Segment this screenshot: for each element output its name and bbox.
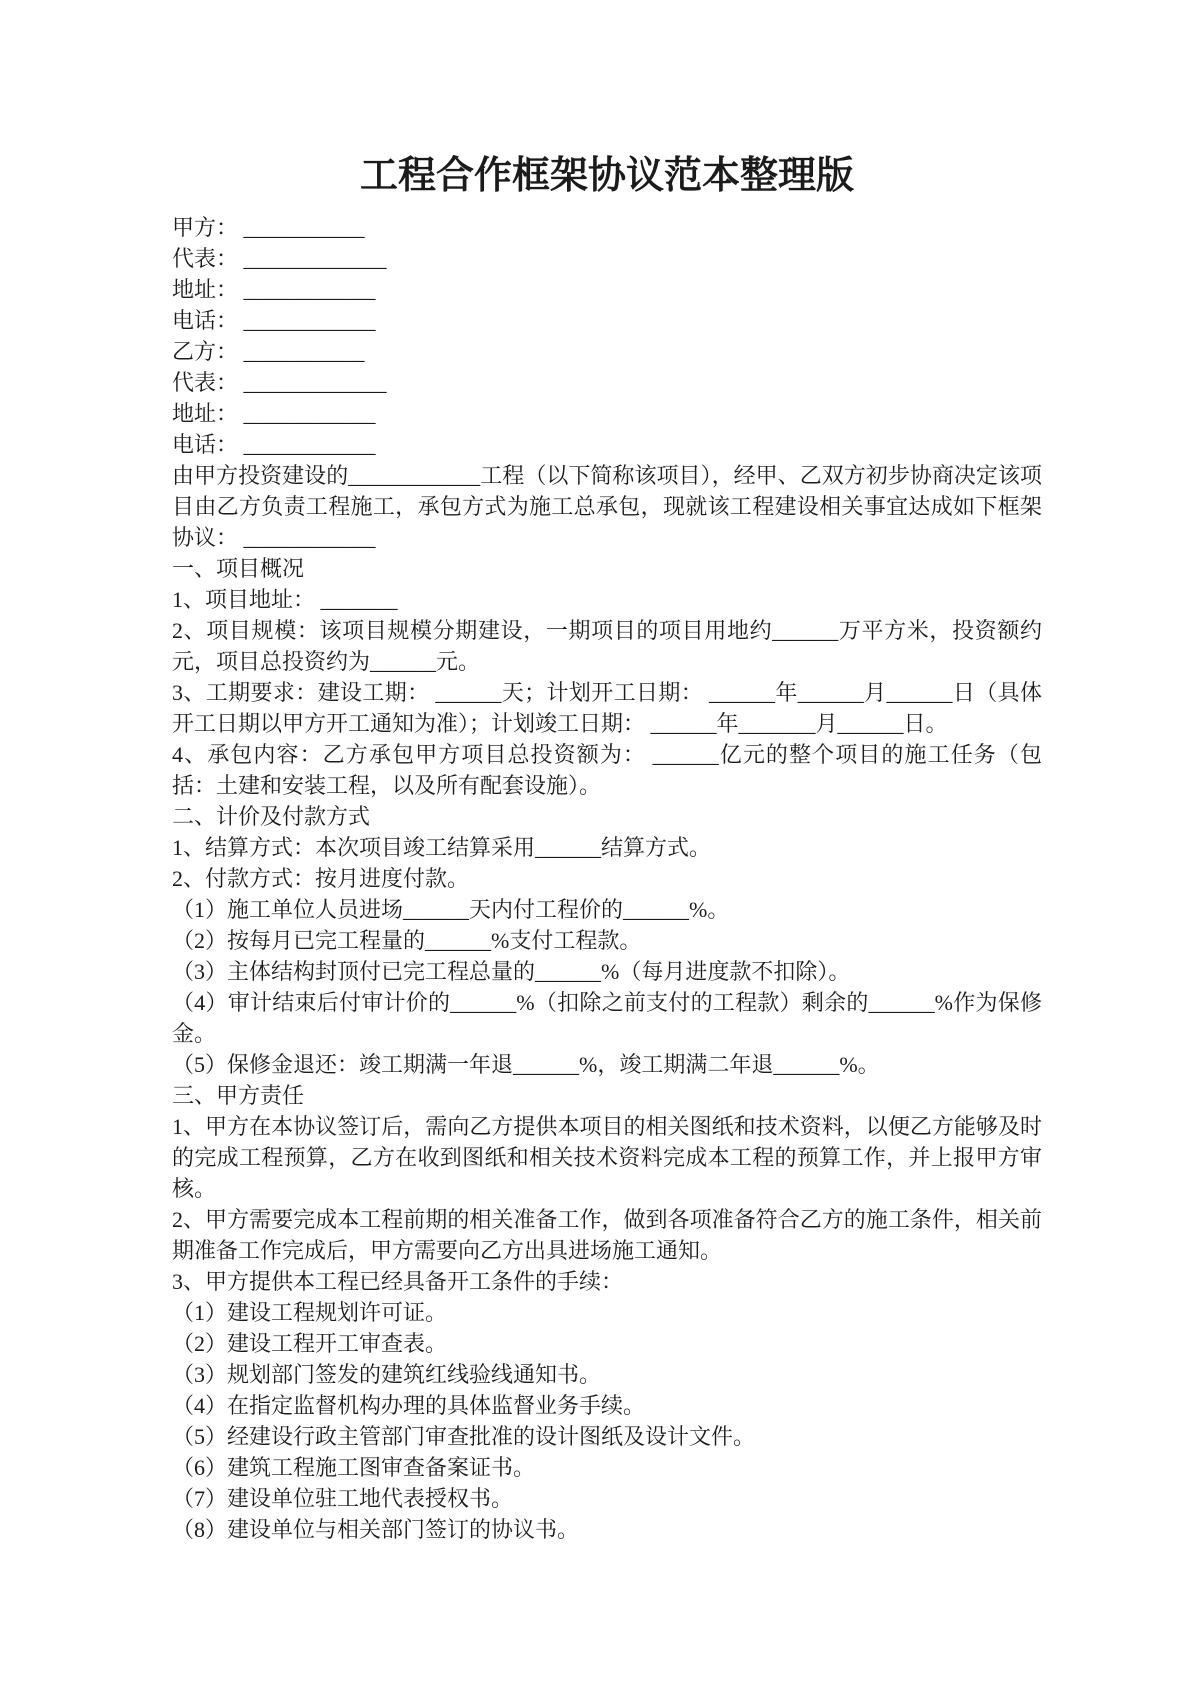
doc-paragraph-field: 地址： ____________ xyxy=(172,277,376,302)
doc-paragraph-item: （5）保修金退还：竣工期满一年退______%，竣工期满二年退______%。 xyxy=(172,1052,880,1077)
doc-paragraph-field: 电话： ____________ xyxy=(172,432,376,457)
doc-paragraph-item: （6）建筑工程施工图审查备案证书。 xyxy=(172,1455,536,1480)
doc-paragraph-heading: 一、项目概况 xyxy=(172,556,305,581)
document-body xyxy=(172,212,1042,1545)
doc-paragraph-item: （2）建设工程开工审查表。 xyxy=(172,1331,448,1356)
doc-paragraph-para: 2、付款方式：按月进度付款。 xyxy=(172,866,470,891)
doc-paragraph-para: 2、项目规模：该项目规模分期建设，一期项目的项目用地约______万平方米，投资额约元，项目总投资约为______元。 xyxy=(172,618,1042,674)
doc-paragraph-item: （2）按每月已完工程量的______%支付工程款。 xyxy=(172,928,642,953)
document-title: 工程合作框架协议范本整理版 xyxy=(359,155,854,197)
doc-paragraph-item: （3）规划部门签发的建筑红线验线通知书。 xyxy=(172,1362,602,1387)
doc-paragraph-field: 甲方： ___________ xyxy=(172,215,365,240)
doc-paragraph-para: 1、项目地址： _______ xyxy=(172,587,398,612)
doc-paragraph-para: 由甲方投资建设的____________工程（以下简称该项目），经甲、乙双方初步协商决定该项目由乙方负责工程施工，承包方式为施工总承包，现就该工程建设相关事宜达成如下框架协议： ____________ xyxy=(172,463,1042,550)
doc-paragraph-field: 电话： ____________ xyxy=(172,308,376,333)
doc-paragraph-para: 1、结算方式：本次项目竣工结算采用______结算方式。 xyxy=(172,835,712,860)
doc-paragraph-item: （1）施工单位人员进场______天内付工程价的______%。 xyxy=(172,897,730,922)
doc-paragraph-item: （7）建设单位驻工地代表授权书。 xyxy=(172,1486,514,1511)
doc-paragraph-item: （4）审计结束后付审计价的______%（扣除之前支付的工程款）剩余的______%作为保修金。 xyxy=(172,990,1042,1046)
doc-paragraph-para: 3、甲方提供本工程已经具备开工条件的手续： xyxy=(172,1269,624,1294)
doc-paragraph-field: 代表： _____________ xyxy=(172,246,387,271)
doc-paragraph-field: 乙方： ___________ xyxy=(172,339,365,364)
doc-paragraph-item: （4）在指定监督机构办理的具体监督业务手续。 xyxy=(172,1393,646,1418)
doc-paragraph-item: （8）建设单位与相关部门签订的协议书。 xyxy=(172,1517,580,1542)
doc-paragraph-para: 2、甲方需要完成本工程前期的相关准备工作，做到各项准备符合乙方的施工条件，相关前期准备工作完成后，甲方需要向乙方出具进场施工通知。 xyxy=(172,1207,1042,1263)
doc-paragraph-para: 1、甲方在本协议签订后，需向乙方提供本项目的相关图纸和技术资料，以便乙方能够及时的完成工程预算，乙方在收到图纸和相关技术资料完成本工程的预算工作，并上报甲方审核。 xyxy=(172,1114,1042,1201)
doc-paragraph-item: （1）建设工程规划许可证。 xyxy=(172,1300,448,1325)
doc-paragraph-para: 3、工期要求：建设工期： ______天；计划开工日期： ______年______月______日（具体开工日期以甲方开工通知为准）；计划竣工日期： ______年_______月______日。 xyxy=(172,680,1042,736)
doc-paragraph-para: 4、承包内容：乙方承包甲方项目总投资额为： ______亿元的整个项目的施工任务（包括：土建和安装工程，以及所有配套设施）。 xyxy=(172,742,1042,798)
doc-paragraph-field: 代表： _____________ xyxy=(172,370,387,395)
doc-paragraph-item: （3）主体结构封顶付已完工程总量的______%（每月进度款不扣除）。 xyxy=(172,959,851,984)
doc-paragraph-field: 地址： ____________ xyxy=(172,401,376,426)
doc-paragraph-heading: 三、甲方责任 xyxy=(172,1083,305,1108)
doc-paragraph-heading: 二、计价及付款方式 xyxy=(172,804,371,829)
doc-paragraph-item: （5）经建设行政主管部门审查批准的设计图纸及设计文件。 xyxy=(172,1424,756,1449)
